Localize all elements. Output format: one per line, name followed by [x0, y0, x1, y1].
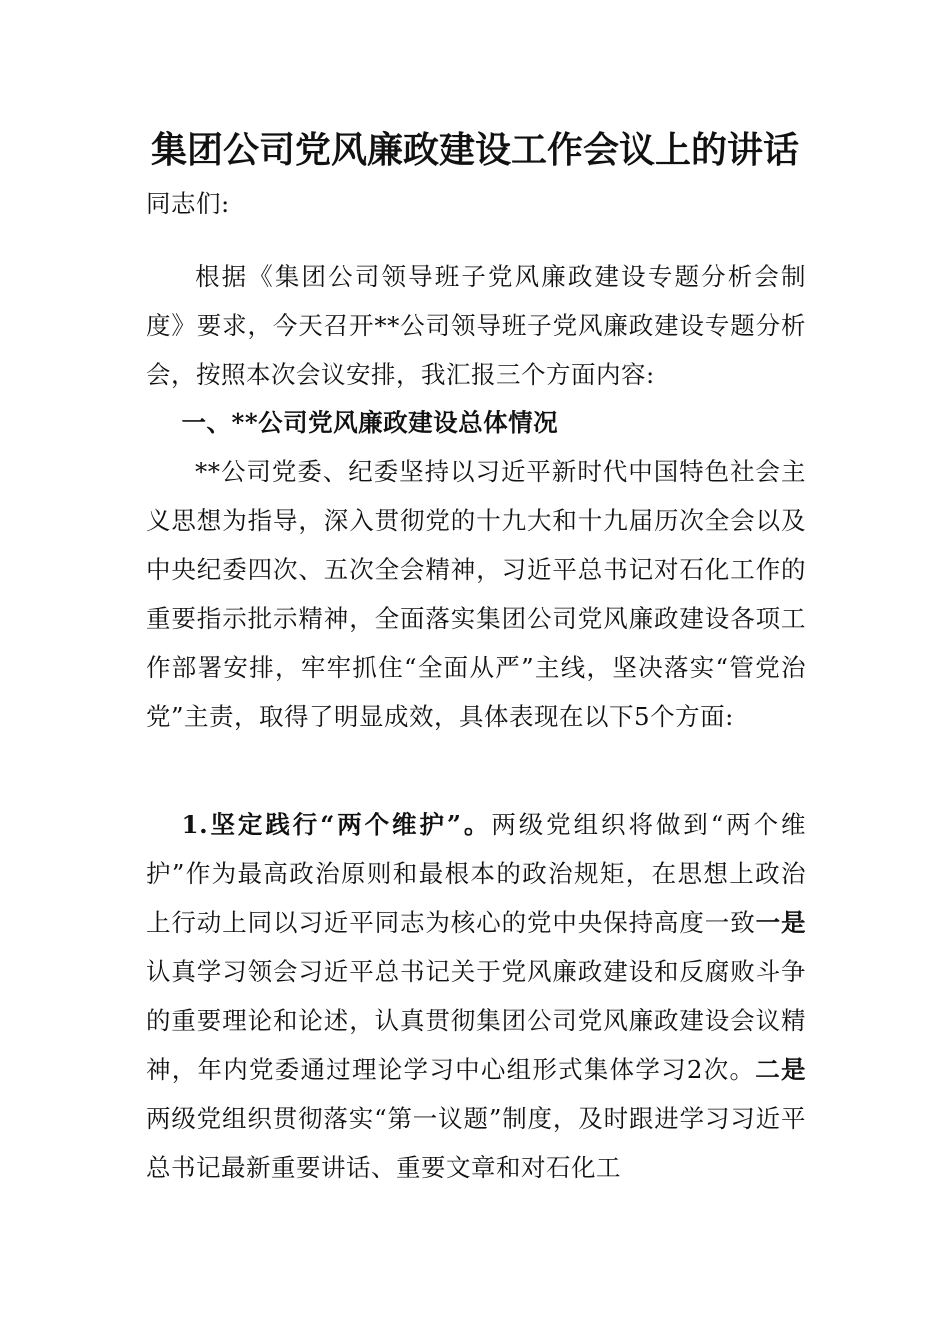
section-heading: 一、**公司党风廉政建设总体情况 [181, 408, 559, 437]
intro-paragraph: 根据《集团公司领导班子党风廉政建设专题分析会制度》要求，今天召开**公司领导班子党风廉政建设专题分析会，按照本次会议安排，我汇报三个方面内容: [146, 262, 806, 389]
point-text-b: 认真学习领会习近平总书记关于党风廉政建设和反腐败斗争的重要理论和论述，认真贯彻集团公司党风廉政建设会议精神，年内党委通过理论学习中心组形式集体学习2次。 [146, 957, 806, 1084]
point-lead: 1.坚定践行“两个维护”。 [181, 810, 492, 839]
greeting: 同志们: [146, 189, 230, 218]
point-text-c: 两级党组织贯彻落实“第一议题”制度，及时跟进学习习近平总书记最新重要讲话、重要文章和对石化工 [146, 1104, 806, 1182]
point-paragraph [146, 800, 806, 1192]
point-text-a: 两级党组织将做到“两个维护”作为最高政治原则和最根本的政治规矩，在思想上政治上行动上同以习近平同志为核心的党中央保持高度一致 [146, 810, 807, 937]
point-marker-2: 二是 [755, 1055, 807, 1084]
document-title: 集团公司党风廉政建设工作会议上的讲话 [150, 129, 799, 171]
section-paragraph: **公司党委、纪委坚持以习近平新时代中国特色社会主义思想为指导，深入贯彻党的十九大和十九届历次全会以及中央纪委四次、五次全会精神，习近平总书记对石化工作的重要指示批示精神，全面落实集团公司党风廉政建设各项工作部署安排，牢牢抓住“全面从严”主线，坚决落实“管党治党”主责，取得了明显成效，具体表现在以下5个方面: [146, 457, 806, 731]
point-marker-1: 一是 [755, 908, 807, 937]
